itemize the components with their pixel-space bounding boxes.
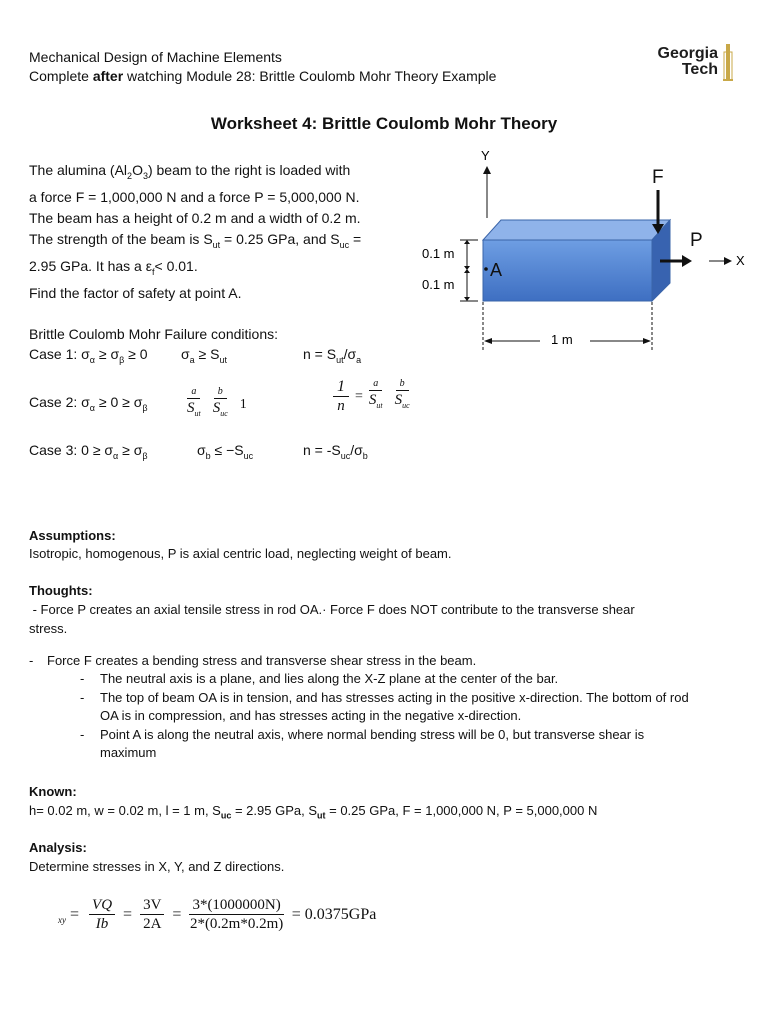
thoughts-heading: Thoughts: bbox=[29, 583, 93, 598]
force-f-label: F bbox=[652, 167, 664, 188]
shear-stress-equation: xy = $\frac{VQ}{Ib}$ = $\frac{3V}{2A}$ = $\frac{3*(1000000N)}{2*(0.2m*0.2m)}$ = 0.0375GPa bbox=[58, 897, 377, 932]
force-p-label: P bbox=[690, 230, 703, 251]
problem-line-1: The alumina $(Al_2O_3)$ beam to the right is loaded with bbox=[29, 162, 351, 181]
logo-word-tech: Tech bbox=[681, 61, 718, 78]
eq-result: = 0.0375GPa bbox=[291, 905, 377, 923]
problem-line-4: The strength of the beam is $S_{ut} = 0.25$ GPa, and $S_{uc}$ = bbox=[29, 230, 362, 250]
analysis-heading: Analysis: bbox=[29, 840, 87, 855]
x-axis-label: X bbox=[736, 253, 745, 268]
worksheet-title: Worksheet 4: Brittle Coulomb Mohr Theory bbox=[210, 114, 558, 133]
thoughts-sub-item: - Point A is along the neutral axis, where normal bending stress will be 0, but transverse shear is maximum bbox=[80, 726, 690, 763]
beam-front-face bbox=[483, 240, 652, 301]
thoughts-bending-text: Force F creates a bending stress and transverse shear stress in the beam. bbox=[47, 653, 477, 668]
case-2: Case 2: $\sigma_\alpha \ge 0 \ge \sigma_\beta$ $\frac{a}{S_{ut}}$ $\frac{b}{S_{uc}}$ 1 $\frac{1}{n}$ = $\frac{a}{S_{ut}}$ $\frac{b}{S_{uc}}$ bbox=[29, 378, 429, 428]
known-heading: Known: bbox=[29, 784, 77, 799]
subtitle-pre: Complete bbox=[29, 68, 93, 84]
tech-tower-icon bbox=[720, 42, 736, 82]
dim-bottom-label: 0.1 m bbox=[422, 277, 455, 292]
thoughts-bending: - Force F creates a bending stress and transverse shear stress in the beam. bbox=[29, 653, 477, 668]
thoughts-sublist bbox=[80, 670, 690, 763]
point-a-label: A bbox=[490, 260, 503, 280]
analysis-text: Determine stresses in X, Y, and Z directions. bbox=[29, 859, 285, 874]
course-title: Mechanical Design of Machine Elements bbox=[29, 49, 282, 65]
force-p-arrowhead bbox=[682, 255, 692, 267]
problem-line-5: 2.95 GPa. It has a $\varepsilon_f< 0.01$. bbox=[29, 257, 198, 277]
find-statement: Find the factor of safety at point A. bbox=[29, 285, 242, 301]
beam-diagram bbox=[410, 140, 760, 360]
case-2-safety-factor: $\frac{1}{n}$ = $\frac{a}{S_{ut}}$ $\frac{b}{S_{uc}}$ bbox=[327, 378, 416, 415]
point-a-marker bbox=[484, 267, 488, 271]
case-3: Case 3: $0 \ge \sigma_\alpha \ge \sigma_\beta$ $\sigma_b \le -S_{uc}$ $n = -S_{uc}/\sigma_b$ bbox=[29, 442, 368, 461]
thoughts-line-1: - Force P creates an axial tensile stress in rod OA.· Force F does NOT contribute to the transverse shear bbox=[29, 602, 635, 617]
dim-length-label: 1 m bbox=[551, 332, 573, 347]
course-subtitle bbox=[29, 67, 496, 86]
case-2-inequality: $\frac{a}{S_{ut}}$ $\frac{b}{S_{uc}}$ 1 bbox=[187, 386, 247, 418]
thoughts-sub-item: - The top of beam OA is in tension, and has stresses acting in the positive x-direction. The bottom of rod OA is in compression, and has stresses acting in the negative x-direction. bbox=[80, 689, 690, 726]
y-axis-label: Y bbox=[481, 148, 490, 163]
beam-top-face bbox=[483, 220, 670, 240]
assumptions-text: Isotropic, homogenous, P is axial centric load, neglecting weight of beam. bbox=[29, 546, 452, 561]
thoughts-line-1b: stress. bbox=[29, 621, 68, 636]
logo-word-georgia: Georgia bbox=[657, 45, 718, 62]
assumptions-heading: Assumptions: bbox=[29, 528, 116, 543]
subtitle-bold: after bbox=[92, 68, 124, 84]
problem-line-2: a force F = 1,000,000 N and a force P = 5,000,000 N. bbox=[29, 188, 360, 205]
problem-statement bbox=[29, 160, 419, 282]
case-1: Case 1: $\sigma_\alpha \ge \sigma_\beta \ge 0$ $\sigma_a \ge S_{ut}$ $n = S_{ut}/\sigma_a$ bbox=[29, 346, 362, 365]
eq-lhs: xy bbox=[58, 914, 66, 925]
georgia-tech-logo bbox=[640, 46, 740, 84]
known-text: h= 0.02 m, w = 0.02 m, l = 1 m, $S_{uc} = 2.95$ GPa, $S_{ut} = 0.25$ GPa, F = 1,000,000 N, P = 5,000,000 N bbox=[29, 803, 598, 821]
problem-line-3: The beam has a height of 0.2 m and a width of 0.2 m. bbox=[29, 209, 361, 226]
subtitle-post: watching Module 28: Brittle Coulomb Mohr Theory Example bbox=[123, 68, 497, 84]
thoughts-sub-item: - The neutral axis is a plane, and lies along the X-Z plane at the center of the bar. bbox=[80, 670, 690, 689]
conditions-heading: Brittle Coulomb Mohr Failure conditions: bbox=[29, 326, 278, 342]
dim-top-label: 0.1 m bbox=[422, 246, 455, 261]
